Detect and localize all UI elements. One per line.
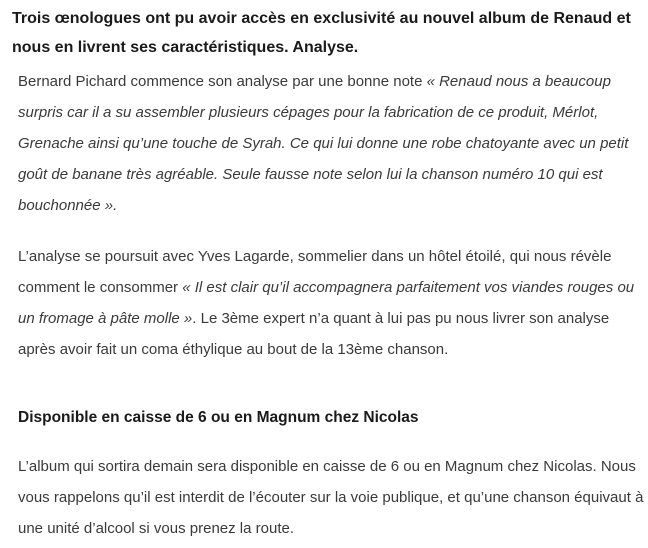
lagarde-quote: « Il est clair qu’il accompagnera parfaitement vos viandes rouges ou un fromage à pâte molle » [18, 279, 635, 327]
paragraph-lagarde-analysis [18, 241, 644, 365]
paragraph-intro-text: Bernard Pichard commence son analyse par une bonne note [18, 73, 427, 90]
paragraph-pichard-analysis [18, 66, 644, 221]
paragraph-intro-text: L’analyse se poursuit avec Yves Lagarde, sommelier dans un hôtel étoilé, qui nous révèle comment le consommer [18, 248, 612, 296]
section-subheading: Disponible en caisse de 6 ou en Magnum chez Nicolas [18, 409, 419, 426]
paragraph-availability: L’album qui sortira demain sera disponible en caisse de 6 ou en Magnum chez Nicolas. Nous vous rappelons qu’il est interdit de l’écouter sur la voie publique, et qu’une chanson équivaut à une unité d’alcool si vous prenez la route. [18, 458, 644, 537]
pichard-quote: « Renaud nous a beaucoup surpris car il a su assembler plusieurs cépages pour la fabrication de ce produit, Mérlot, Grenache ainsi qu’une touche de Syrah. Ce qui lui donne une robe chatoyante avec un petit goût de banane très agréable. Seule fausse note selon lui la chanson numéro 10 qui est bouchonnée ». [18, 73, 629, 214]
article-lead: Trois œnologues ont pu avoir accès en exclusivité au nouvel album de Renaud et nous en livrent ses caractéristiques. Analyse. [12, 10, 631, 56]
paragraph-outro-text: . Le 3ème expert n’a quant à lui pas pu nous livrer son analyse après avoir fait un coma éthylique au bout de la 13ème chanson. [18, 310, 610, 358]
